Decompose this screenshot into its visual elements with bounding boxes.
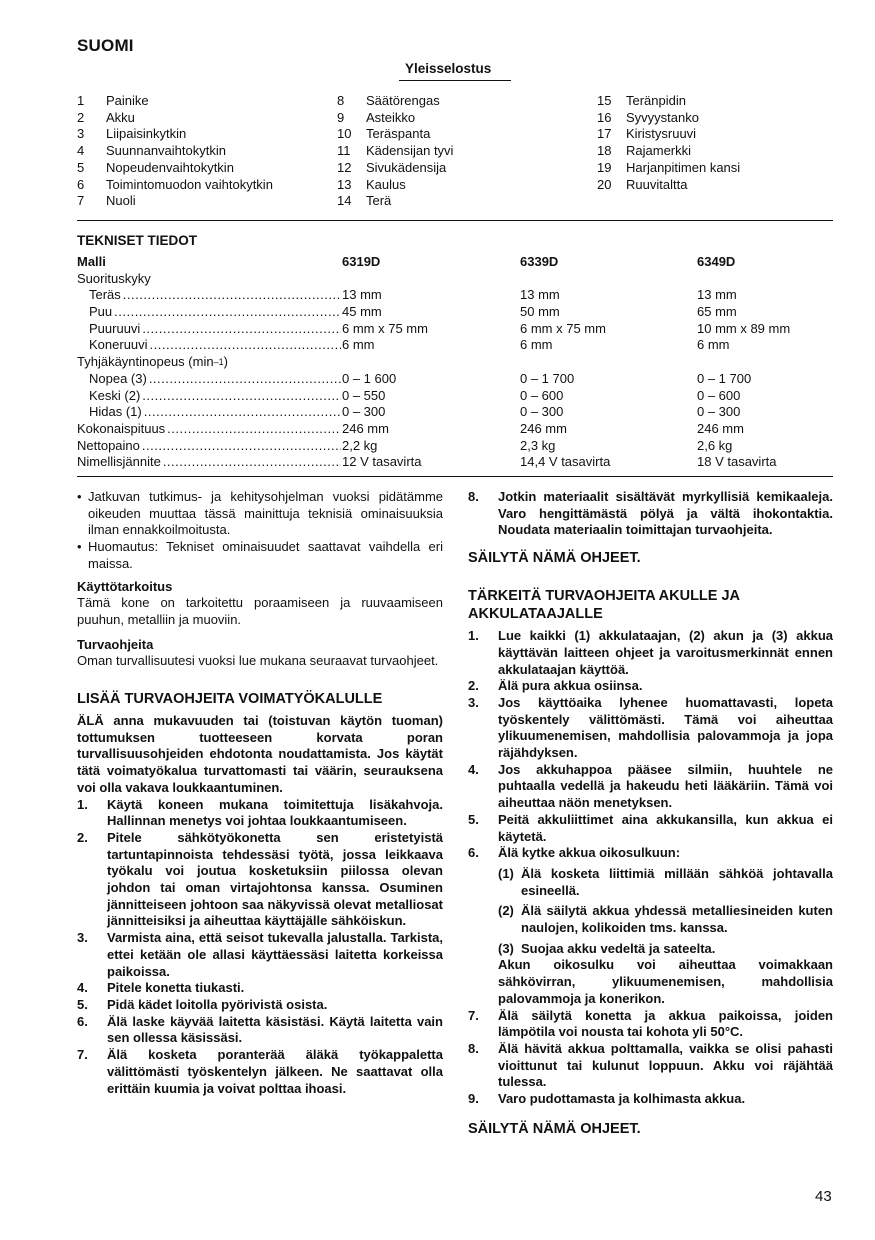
item-text: Älä kosketa poranterää äläkä työkappaletta välittömästi työskentelyn jälkeen. Ne saattavat olla erittäin kuumia ja voivat polttaa ihoasi. (107, 1047, 443, 1096)
parts-list-item (597, 93, 740, 110)
item-text: Pitele sähkötyökonetta sen eristetyistä tartuntapinnoista tehdessäsi työtä, jossa leikkaava työkalu voi joutua kosketuksiin piilossa olevan johdon tai oman virtajohtonsa kanssa. Osuminen jännitteiseen johtoon saa näkyvissä olevat metalliosat jännitteisiksi ja aiheuttaa käyttäjälle sähköiskun. (107, 829, 443, 929)
battery-heading: TÄRKEITÄ TURVAOHJEITA AKULLE JA AKKULATAAJALLE (468, 588, 740, 623)
spec-value: 0 – 600 (697, 387, 741, 403)
item-text: Pitele konetta tiukasti. (107, 980, 245, 996)
part-name: Kiristysruuvi (626, 126, 697, 142)
part-number: 15 (597, 93, 612, 108)
item-text: Varmista aina, että seisot tukevalla jalustalla. Tarkista, ettei ketään ole allasi käyttäessäsi laitetta korkeissa paikoissa. (107, 930, 443, 979)
dot-leader (150, 337, 341, 354)
spec-row-label (77, 371, 341, 388)
list-item (77, 830, 443, 930)
item-text: Älä hävitä akkua polttamalla, vaikka se olisi pahasti vioittunut tai kulunut loppuun. Akku voi räjähtää tulessa. (498, 1040, 833, 1090)
item-number: 2. (468, 678, 479, 694)
title-underline (399, 80, 511, 81)
item-number: 1. (468, 628, 479, 644)
spec-row-label (77, 337, 341, 354)
dot-leader (149, 371, 341, 388)
parts-list-item (337, 110, 453, 127)
list-item (468, 762, 833, 812)
spec-value: 0 – 300 (697, 404, 741, 420)
spec-label: Nettopaino (77, 437, 140, 453)
spec-value (520, 271, 610, 288)
spec-value: 6 mm (697, 337, 730, 353)
short-circuit-note: Akun oikosulku voi aiheuttaa voimakkaan sähkövirran, ylikuumenemisen, mahdollisia palovammoja ja konerikon. (498, 957, 833, 1006)
spec-value: 2,3 kg (520, 437, 556, 453)
item-number: 8. (468, 1040, 479, 1056)
spec-values-6349D (697, 254, 790, 471)
dot-leader (167, 421, 341, 438)
spec-value (342, 271, 428, 288)
item-text: Älä pura akkua osiinsa. (498, 678, 643, 694)
item-number: (2) (498, 903, 514, 919)
spec-label: Nopea (3) (89, 370, 147, 386)
item-text: Älä säilytä konetta ja akkua paikoissa, joiden lämpötila voi nousta tai kohota yli 50°C. (498, 1007, 833, 1040)
spec-label-end: ) (223, 354, 228, 370)
spec-row-label (77, 354, 341, 371)
dot-leader (123, 287, 341, 304)
spec-label: Keski (2) (89, 387, 141, 403)
list-item (468, 628, 833, 678)
spec-value: 10 mm x 89 mm (697, 320, 791, 336)
item-number: 5. (77, 996, 88, 1012)
part-number: 13 (337, 176, 352, 192)
part-number: 6 (77, 176, 85, 192)
model-name: 6339D (520, 254, 559, 269)
list-item (468, 812, 833, 845)
item-number: 9. (468, 1091, 479, 1107)
part-number: 10 (337, 126, 352, 142)
item-number: 5. (468, 811, 479, 827)
list-item (468, 1091, 833, 1108)
spec-label: Nimellisjännite (77, 454, 161, 470)
part-number: 8 (337, 93, 345, 108)
model-name: 6319D (342, 254, 381, 269)
item-text: Älä säilytä akkua yhdessä metalliesineiden kuten naulojen, kolikoiden tms. kanssa. (521, 903, 833, 936)
safety-heading: Turvaohjeita (77, 636, 154, 652)
purpose-text: Tämä kone on tarkoitettu poraamiseen ja ruuvaamiseen puuhun, metalliin ja muoviin. (77, 595, 443, 627)
part-number: 4 (77, 143, 85, 159)
item-number: 4. (468, 761, 479, 777)
spec-label-sup: –1 (213, 357, 224, 368)
spec-value: 6 mm (520, 337, 553, 353)
parts-list-item (337, 160, 453, 177)
spec-value: 0 – 550 (342, 387, 386, 403)
part-name: Ruuvitaltta (626, 176, 688, 192)
parts-list-item (597, 177, 740, 194)
list-item (468, 678, 833, 695)
part-number: 9 (337, 109, 345, 125)
list-item (468, 1008, 833, 1041)
note-bullet: • Jatkuvan tutkimus- ja kehitysohjelman vuoksi pidätämme oikeuden muuttaa tässä mainittuja teknisiä ominaisuuksia ilman ennakkoilmoitusta. (77, 489, 443, 538)
part-number: 3 (77, 126, 85, 142)
list-item (77, 980, 443, 997)
keep-instructions-heading: SÄILYTÄ NÄMÄ OHJEET. (468, 1120, 641, 1137)
spec-row-label (77, 438, 341, 455)
list-item (77, 1014, 443, 1047)
part-name: Terä (366, 193, 392, 209)
part-name: Toimintomuodon vaihtokytkin (106, 176, 273, 192)
item-text: Käytä koneen mukana toimitettuja lisäkahvoja. Hallinnan menetys voi johtaa loukkaantumiseen. (107, 796, 443, 829)
part-number: 20 (597, 176, 612, 192)
parts-list-item (337, 177, 453, 194)
spec-value: 6 mm (342, 337, 375, 353)
spec-value: 50 mm (520, 304, 560, 320)
spec-value: 65 mm (697, 304, 737, 320)
dot-leader (142, 438, 341, 455)
list-item (77, 997, 443, 1014)
model-name: 6349D (697, 254, 736, 269)
item-text: Suojaa akku vedeltä ja sateelta. (521, 940, 716, 956)
spec-value: 246 mm (520, 420, 567, 436)
spec-row-label (77, 421, 341, 438)
parts-list-item (77, 193, 273, 210)
dot-leader (142, 388, 341, 405)
list-item (77, 1047, 443, 1097)
part-name: Rajamerkki (626, 143, 692, 159)
part-name: Teränpidin (626, 93, 686, 108)
spec-value: 0 – 300 (342, 404, 386, 420)
power-tool-heading: LISÄÄ TURVAOHJEITA VOIMATYÖKALULLE (77, 691, 383, 708)
item-number: 3. (468, 694, 479, 710)
general-description-title: Yleisselostus (405, 61, 492, 76)
spec-value: 18 V tasavirta (697, 454, 777, 470)
list-item (498, 866, 833, 899)
part-number: 17 (597, 126, 612, 142)
page-number: 43 (815, 1188, 832, 1205)
parts-list-item (77, 160, 273, 177)
model-label: Malli (77, 254, 106, 269)
part-name: Painike (106, 93, 149, 108)
item-text: Älä kytke akkua oikosulkuun: (498, 845, 681, 861)
spec-label: Teräs (89, 287, 121, 303)
battery-list-a (468, 628, 833, 862)
part-number: 7 (77, 193, 85, 209)
part-number: 12 (337, 159, 352, 175)
spec-value: 45 mm (342, 304, 382, 320)
spec-value: 13 mm (697, 287, 737, 303)
spec-label: Suorituskyky (77, 270, 151, 286)
spec-value (520, 354, 610, 371)
safety-text: Oman turvallisuutesi vuoksi lue mukana seuraavat turvaohjeet. (77, 653, 439, 669)
spec-row-label (77, 287, 341, 304)
dot-leader (114, 304, 341, 321)
item-text: Varo pudottamasta ja kolhimasta akkua. (498, 1091, 746, 1107)
spec-value: 12 V tasavirta (342, 454, 422, 470)
divider (77, 476, 833, 477)
spec-value (342, 354, 428, 371)
parts-list-item (337, 193, 453, 210)
item-number: 6. (77, 1013, 88, 1029)
list-item (468, 1041, 833, 1091)
dot-leader (142, 321, 341, 338)
item-text: Pidä kädet loitolla pyörivistä osista. (107, 996, 328, 1012)
spec-value: 246 mm (697, 420, 744, 436)
language-heading: SUOMI (77, 36, 134, 55)
spec-row-label (77, 321, 341, 338)
spec-values-6319D (342, 254, 428, 471)
spec-row-label (77, 304, 341, 321)
parts-list-item (337, 93, 453, 110)
spec-labels (77, 254, 341, 471)
spec-value: 6 mm x 75 mm (342, 320, 428, 336)
item-number: 3. (77, 930, 88, 946)
spec-values-6339D (520, 254, 610, 471)
parts-list-item (77, 110, 273, 127)
part-name: Teräspanta (366, 126, 431, 142)
parts-list-item (597, 143, 740, 160)
item-text: Jos akkuhappoa pääsee silmiin, huuhtele ne puhtaalla vedellä ja hakeudu heti lääkäriin. Tämä voi aiheuttaa näön menetyksen. (498, 761, 833, 811)
part-name: Suunnanvaihtokytkin (106, 143, 226, 159)
spec-value: 0 – 1 600 (342, 370, 397, 386)
part-name: Liipaisinkytkin (106, 126, 187, 142)
part-number: 18 (597, 143, 612, 159)
spec-value: 2,2 kg (342, 437, 378, 453)
spec-label: Tyhjäkäyntinopeus (min (77, 354, 214, 370)
divider (77, 220, 833, 221)
part-name: Harjanpitimen kansi (626, 159, 741, 175)
spec-value: 13 mm (520, 287, 560, 303)
list-item (498, 941, 833, 958)
parts-list-item (597, 126, 740, 143)
dot-leader (163, 454, 341, 471)
spec-value (697, 354, 790, 371)
part-name: Nuoli (106, 193, 136, 209)
spec-row-label (77, 404, 341, 421)
list-item: 8. Jotkin materiaalit sisältävät myrkyllisiä kemikaaleja. Varo hengittämästä pölyä ja vältä ihokontaktia. Noudata materiaalin toimittajan turvaohjeita. (468, 489, 833, 538)
battery-sublist (468, 866, 833, 958)
spec-value: 6 mm x 75 mm (520, 320, 606, 336)
list-item (77, 930, 443, 980)
spec-value (697, 271, 790, 288)
part-name: Säätörengas (366, 93, 440, 108)
spec-label: Puu (89, 304, 113, 320)
parts-list-item (337, 126, 453, 143)
part-name: Kaulus (366, 176, 406, 192)
spec-value: 246 mm (342, 420, 389, 436)
part-number: 1 (77, 93, 85, 108)
part-number: 16 (597, 109, 612, 125)
spec-label: Kokonaispituus (77, 420, 166, 436)
parts-list-item (77, 126, 273, 143)
spec-label: Koneruuvi (89, 337, 148, 353)
part-number: 14 (337, 193, 352, 209)
part-name: Akku (106, 109, 135, 125)
item-number: (1) (498, 865, 514, 881)
spec-value: 0 – 1 700 (697, 370, 752, 386)
parts-list-item (597, 110, 740, 127)
item-text: Jos käyttöaika lyhenee huomattavasti, lopeta työskentely välittömästi. Tämä voi aiheuttaa ylikuumenemisen, mahdollisia palovammoja ja jopa räjähdyksen. (498, 694, 833, 761)
parts-list-item (77, 177, 273, 194)
parts-list-column-3 (597, 93, 740, 193)
spec-value: 0 – 300 (520, 404, 564, 420)
part-name: Nopeudenvaihtokytkin (106, 159, 234, 175)
dot-leader (144, 404, 341, 421)
item-number: 7. (77, 1047, 88, 1063)
item-number: 4. (77, 980, 88, 996)
parts-list-item (597, 160, 740, 177)
part-name: Syvyystanko (626, 109, 699, 125)
list-item (498, 903, 833, 936)
item-number: 6. (468, 845, 479, 861)
item-text: Lue kaikki (1) akkulataajan, (2) akun ja (3) akkua käyttävän laitteen ohjeet ja varoitusmerkinnät ennen akkulataajan käyttöä. (498, 628, 833, 677)
keep-instructions-heading: SÄILYTÄ NÄMÄ OHJEET. (468, 550, 641, 567)
spec-value: 0 – 600 (520, 387, 564, 403)
purpose-heading: Käyttötarkoitus (77, 578, 173, 594)
part-name: Asteikko (366, 109, 416, 125)
power-tool-intro: ÄLÄ anna mukavuuden tai (toistuvan käytön tuoman) tottumuksen tuotteeseen korvata poran turvallisuusohjeiden ehdotonta noudattamista. Jos käytät tätä voimatyökalua turvattomasti tai väärin, seurauksena voi olla vakava loukkaantuminen. (77, 713, 443, 795)
part-name: Sivukädensija (366, 159, 447, 175)
list-item (468, 695, 833, 762)
spec-value: 14,4 V tasavirta (520, 454, 611, 470)
parts-list-column-2 (337, 93, 453, 210)
spec-row-label (77, 454, 341, 471)
spec-label: Hidas (1) (89, 404, 142, 420)
spec-row-label (77, 388, 341, 405)
parts-list-item (77, 143, 273, 160)
item-number: 1. (77, 796, 88, 812)
item-text: Peitä akkuliittimet aina akkukansilla, kun akkua ei käytetä. (498, 811, 833, 844)
spec-value: 2,6 kg (697, 437, 733, 453)
spec-value: 0 – 1 700 (520, 370, 575, 386)
part-number: 2 (77, 109, 85, 125)
part-name: Kädensijan tyvi (366, 143, 454, 159)
item-number: (3) (498, 940, 514, 956)
item-text: Älä laske käyvää laitetta käsistäsi. Käytä laitetta vain sen ollessa käsissäsi. (107, 1013, 443, 1046)
note-bullet: • Huomautus: Tekniset ominaisuudet saattavat vaihdella eri maissa. (77, 539, 443, 571)
left-column (77, 489, 443, 1097)
power-tool-list (77, 797, 443, 1098)
part-number: 11 (337, 143, 351, 159)
spec-row-label (77, 271, 341, 288)
parts-list-item (77, 93, 273, 110)
parts-list-item (337, 143, 453, 160)
list-item (77, 797, 443, 830)
parts-list-column-1 (77, 93, 273, 210)
spec-value: 13 mm (342, 287, 382, 303)
battery-list-b (468, 1008, 833, 1108)
spec-label: Puuruuvi (89, 320, 141, 336)
specs-heading: TEKNISET TIEDOT (77, 233, 198, 248)
item-number: 7. (468, 1007, 479, 1023)
list-item (468, 845, 833, 862)
item-number: 2. (77, 829, 88, 845)
part-number: 19 (597, 159, 612, 175)
right-column (468, 489, 833, 1138)
item-text: Älä kosketa liittimiä millään sähköä johtavalla esineellä. (521, 865, 833, 898)
part-number: 5 (77, 159, 85, 175)
